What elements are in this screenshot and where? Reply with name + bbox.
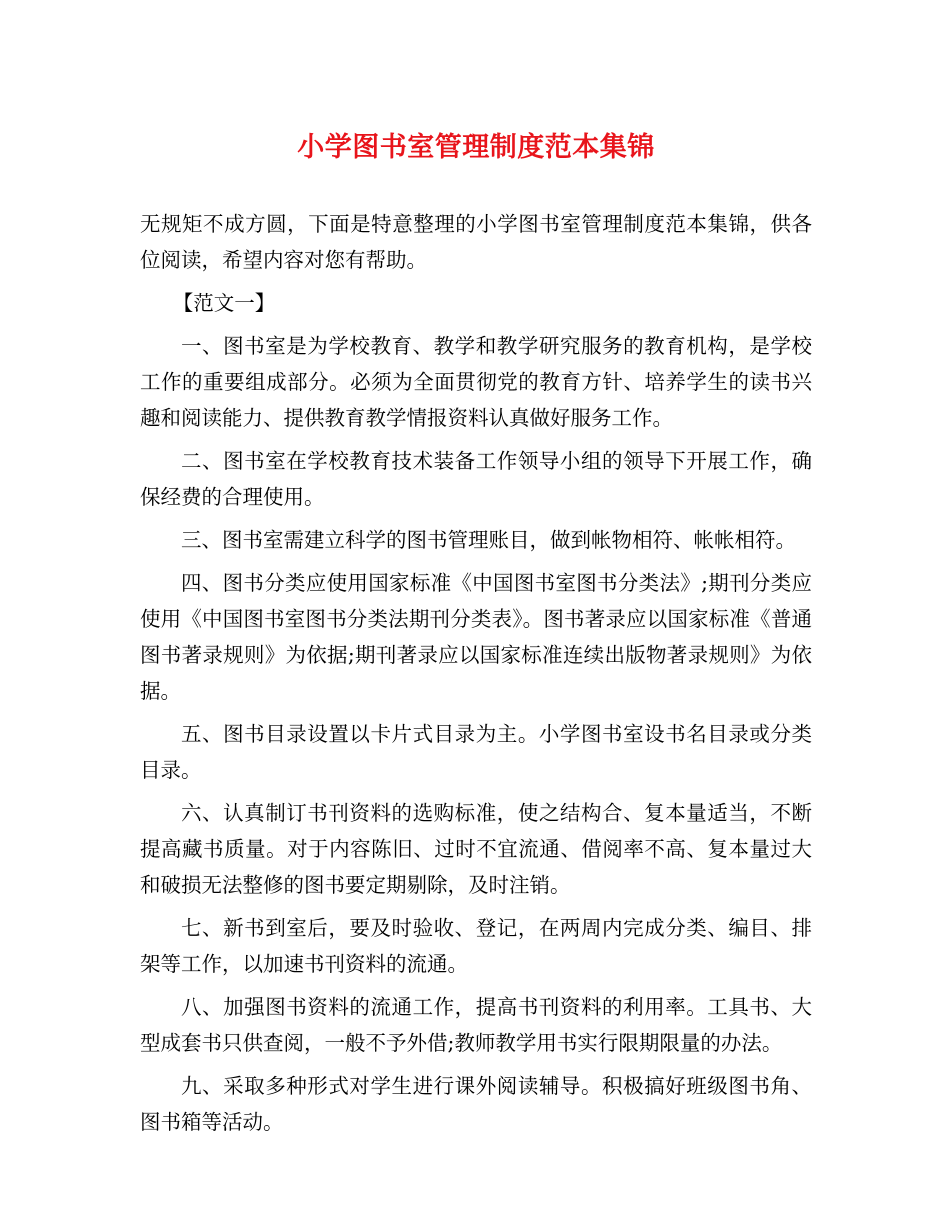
rule-item-2: 二、图书室在学校教育技术装备工作领导小组的领导下开展工作，确保经费的合理使用。 <box>140 449 812 509</box>
rule-item-6: 六、认真制订书刊资料的选购标准，使之结构合、复本量适当，不断提高藏书质量。对于内容陈旧、过时不宜流通、借阅率不高、复本量过大和破损无法整修的图书要定期剔除，及时注销。 <box>140 801 812 897</box>
rule-item-4: 四、图书分类应使用国家标准《中国图书室图书分类法》;期刊分类应使用《中国图书室图书分类法期刊分类表》。图书著录应以国家标准《普通图书著录规则》为依据;期刊著录应以国家标准连续出版物著录规则》为依据。 <box>140 571 812 703</box>
document-page <box>140 128 812 1147</box>
rule-item-8: 八、加强图书资料的流通工作，提高书刊资料的利用率。工具书、大型成套书只供查阅，一般不予外借;教师教学用书实行限期限量的办法。 <box>140 995 812 1055</box>
document-body <box>140 206 812 1140</box>
rule-item-3: 三、图书室需建立科学的图书管理账目，做到帐物相符、帐帐相符。 <box>181 528 796 552</box>
section-label: 【范文一】 <box>172 291 276 315</box>
rule-item-9: 九、采取多种形式对学生进行课外阅读辅导。积极搞好班级图书角、图书箱等活动。 <box>140 1074 812 1134</box>
intro-paragraph: 无规矩不成方圆，下面是特意整理的小学图书室管理制度范本集锦，供各位阅读，希望内容对您有帮助。 <box>140 212 812 272</box>
document-title: 小学图书室管理制度范本集锦 <box>297 132 655 163</box>
rule-item-7: 七、新书到室后，要及时验收、登记，在两周内完成分类、编目、排架等工作，以加速书刊资料的流通。 <box>140 916 812 976</box>
rule-item-1: 一、图书室是为学校教育、教学和教学研究服务的教育机构，是学校工作的重要组成部分。必须为全面贯彻党的教育方针、培养学生的读书兴趣和阅读能力、提供教育教学情报资料认真做好服务工作。 <box>140 334 812 430</box>
rule-item-5: 五、图书目录设置以卡片式目录为主。小学图书室设书名目录或分类目录。 <box>140 722 812 782</box>
